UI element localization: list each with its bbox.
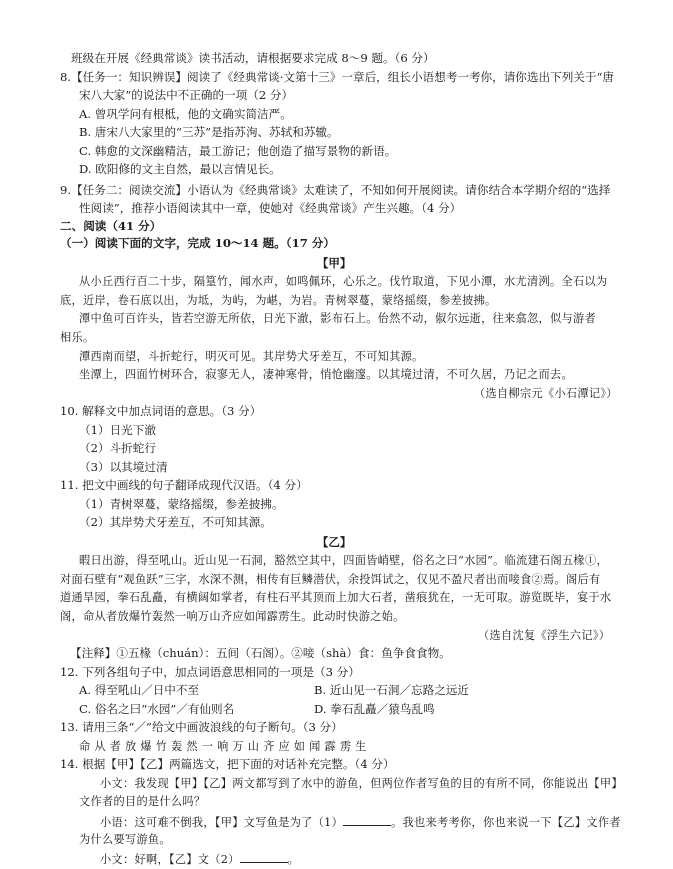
dialogue-line: 小文：我发现【甲】【乙】两文都写到了水中的游鱼，但两位作者写鱼的目的有所不同，你能说出【甲】: [100, 776, 623, 790]
question-12-stem: 12. 下列各组句子中，加点词语意思相同的一项是（3 分）: [60, 664, 360, 679]
passage-yi-line: 阁，命从者放爆竹轰然一响万山齐应如闻霹雳生。此动时快游之始。: [60, 610, 405, 623]
intro-line: 班级在开展《经典常谈》读书活动，请根据要求完成 8～9 题。（6 分）: [71, 51, 435, 65]
section-heading: 二、阅读（41 分）: [60, 218, 162, 233]
passage-yi-title: 【乙】: [316, 534, 352, 549]
option-c: C. 韩愈的文深幽精洁，最工游记；他创造了描写景物的新语。: [79, 143, 397, 158]
dialogue-line: 文作者的目的是什么吗？: [79, 795, 206, 809]
question-12-option-b: B. 近山见一石洞／忘路之远近: [314, 683, 470, 698]
question-10-item: （2）斗折蛇行: [79, 441, 156, 456]
question-12-option-a: A. 得至吼山／日中不至: [79, 683, 200, 698]
option-d: D. 欧阳修的文主自然，最以言情见长。: [79, 162, 281, 177]
passage-jia-line: 潭西南而望，斗折蛇行，明灭可见。其岸势犬牙差互，不可知其源。: [79, 349, 424, 363]
question-11-item: （2）其岸势犬牙差互，不可知其源。: [79, 515, 272, 530]
question-10-item: （3）以其境过清: [79, 459, 168, 474]
question-12-option-c: C. 俗名之曰“水园”／有仙则名: [79, 701, 235, 716]
dialogue-text: 。: [287, 853, 300, 866]
dialogue-line: 为什么要写游鱼。: [79, 832, 171, 846]
option-a: A. 曾巩学问有根柢，他的文确实简洁严。: [79, 106, 292, 121]
passage-jia-line: 从小丘西行百二十步，隔篁竹，闻水声，如鸣佩环，心乐之。伐竹取道，下见小潭，水尤清洌。全石以为: [79, 275, 608, 289]
question-12-option-d: D. 拳石乱矗／猿鸟乱鸣: [314, 701, 435, 716]
dialogue-text: 。我也来考考你，你也来说一下【乙】文作者: [391, 815, 621, 829]
subsection-heading: （一）阅读下面的文字，完成 10～14 题。（17 分）: [60, 236, 335, 251]
question-11-stem: 11. 把文中画线的句子翻译成现代汉语。（4 分）: [60, 478, 308, 493]
dialogue-text: 小文：好啊，【乙】文（2）: [100, 853, 240, 866]
passage-yi-line: 道通旱园，拳石乱矗，有横阔如掌者，有柱石平其顶而上加大石者，凿痕犹在，一无可取。游览既毕，宴于水: [60, 591, 612, 605]
annotation-note: 【注释】①五椽（chuán）：五间（石阁）。②唼（shà）食：鱼争食食物。: [70, 646, 451, 660]
passage-jia-source: （选自柳宗元《小石潭记》）: [474, 386, 618, 400]
passage-jia-line: 底，近岸，卷石底以出，为坻，为屿，为嵁，为岩。青树翠蔓，蒙络摇缀，参差披拂。: [60, 293, 497, 307]
dialogue-line: [100, 852, 299, 865]
question-10-stem: 10. 解释文中加点词语的意思。（3 分）: [60, 404, 262, 419]
question-13-stem: 13. 请用三条“／”给文中画波浪线的句子断句。（3 分）: [60, 720, 343, 735]
question-9-stem: 9.【任务二：阅读交流】小语认为《经典常谈》太难读了，不知如何开展阅读。请你结合本学期介绍的“选择: [60, 182, 611, 197]
question-11-item: （1）青树翠蔓，蒙络摇缀，参差披拂。: [79, 496, 284, 511]
question-9-stem-cont: 性阅读”，推荐小语阅读其中一章，使她对《经典常谈》产生兴趣。（4 分）: [79, 201, 462, 215]
question-8-stem-cont: 宋八大家”的说法中不正确的一项（2 分）: [79, 88, 294, 103]
passage-yi-source: （选自沈复《浮生六记》）: [478, 628, 611, 642]
passage-yi-line: 对面石壁有“观鱼跃”三字，水深不测，相传有巨鳞潜伏，余投饵试之，仅见不盈尺者出而唼食②焉。阁后有: [60, 572, 601, 586]
passage-yi-line: 暇日出游，得至吼山。近山见一石洞，豁然空其中，四面皆峭壁，俗名之曰“水园”。临流建石阁五椽①，: [79, 554, 608, 568]
question-14-stem: 14. 根据【甲】【乙】两篇选文，把下面的对话补充完整。（4 分）: [60, 757, 395, 772]
passage-jia-title: 【甲】: [316, 255, 352, 270]
dialogue-text: 小语：这可难不倒我，【甲】文写鱼是为了（1）: [100, 815, 344, 829]
passage-jia-line: 坐潭上，四面竹树环合，寂寥无人，凄神寒骨，悄怆幽邃。以其境过清，不可久居，乃记之而去。: [79, 368, 573, 382]
answer-blank[interactable]: [343, 815, 391, 826]
answer-blank[interactable]: [240, 852, 288, 863]
passage-jia-line: 潭中鱼可百许头，皆若空游无所依，日光下澈，影布石上。佁然不动，俶尔远逝，往来翕忽，似与游者: [79, 312, 596, 326]
passage-jia-line: 相乐。: [60, 331, 95, 344]
dialogue-line: [100, 815, 621, 828]
option-b: B. 唐宋八大家里的“三苏”是指苏洵、苏轼和苏辙。: [79, 125, 339, 140]
question-13-sentence: 命 从 者 放 爆 竹 轰 然 一 响 万 山 齐 应 如 闻 霹 雳 生: [79, 739, 367, 753]
question-8-stem: 8.【任务一：知识辨误】阅读了《经典常谈·文第十三》一章后，组长小语想考一考你，请你选出下列关于“唐: [60, 70, 614, 85]
question-10-item: （1）日光下澈: [79, 422, 156, 437]
